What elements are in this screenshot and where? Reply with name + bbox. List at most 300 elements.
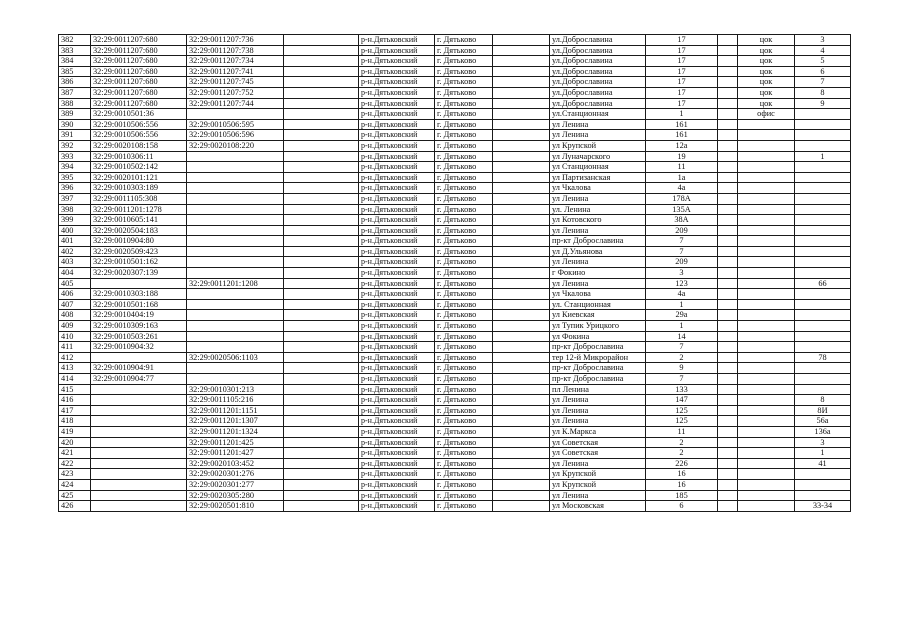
object-number-cell: 32:29:0010506:596: [187, 130, 284, 141]
row-number: 421: [59, 448, 91, 459]
town-cell: г. Дятьково: [435, 342, 493, 353]
district-cell: р-н.Дятьковский: [359, 321, 435, 332]
blank-cell: [284, 246, 359, 257]
object-number-cell: [187, 331, 284, 342]
object-number-cell: 32:29:0011201:425: [187, 437, 284, 448]
premises-number-cell: [795, 321, 851, 332]
street-cell: ул Чкалова: [550, 183, 646, 194]
house-number-cell: 135А: [646, 204, 718, 215]
blank-cell: [493, 448, 550, 459]
house-number-cell: 17: [646, 56, 718, 67]
blank-cell: [284, 395, 359, 406]
blank-cell: [284, 77, 359, 88]
street-cell: пр-кт Доброславина: [550, 342, 646, 353]
building-type-cell: [738, 236, 795, 247]
object-number-cell: [187, 289, 284, 300]
premises-number-cell: [795, 215, 851, 226]
premises-number-cell: 9: [795, 98, 851, 109]
town-cell: г. Дятьково: [435, 183, 493, 194]
parent-parcel-cell: 32:29:0010501:162: [91, 257, 187, 268]
row-number: 388: [59, 98, 91, 109]
blank-cell: [284, 162, 359, 173]
premises-number-cell: [795, 109, 851, 120]
object-number-cell: 32:29:0020301:277: [187, 479, 284, 490]
blank-cell: [284, 35, 359, 46]
blank-cell: [718, 98, 738, 109]
blank-cell: [493, 246, 550, 257]
district-cell: р-н.Дятьковский: [359, 310, 435, 321]
premises-number-cell: [795, 130, 851, 141]
town-cell: г. Дятьково: [435, 172, 493, 183]
blank-cell: [493, 98, 550, 109]
object-number-cell: 32:29:0011105:216: [187, 395, 284, 406]
object-number-cell: [187, 374, 284, 385]
building-type-cell: [738, 172, 795, 183]
blank-cell: [718, 257, 738, 268]
building-type-cell: цок: [738, 35, 795, 46]
building-type-cell: [738, 193, 795, 204]
blank-cell: [493, 479, 550, 490]
town-cell: г. Дятьково: [435, 130, 493, 141]
town-cell: г. Дятьково: [435, 405, 493, 416]
district-cell: р-н.Дятьковский: [359, 66, 435, 77]
building-type-cell: [738, 215, 795, 226]
blank-cell: [284, 66, 359, 77]
street-cell: ул Ленина: [550, 458, 646, 469]
street-cell: ул Советская: [550, 448, 646, 459]
parent-parcel-cell: 32:29:0011105:308: [91, 193, 187, 204]
parent-parcel-cell: [91, 278, 187, 289]
street-cell: ул Ленина: [550, 405, 646, 416]
object-number-cell: 32:29:0011207:736: [187, 35, 284, 46]
parent-parcel-cell: 32:29:0020509:423: [91, 246, 187, 257]
town-cell: г. Дятьково: [435, 87, 493, 98]
object-number-cell: 32:29:0011201:1151: [187, 405, 284, 416]
row-number: 389: [59, 109, 91, 120]
parent-parcel-cell: [91, 479, 187, 490]
district-cell: р-н.Дятьковский: [359, 384, 435, 395]
row-number: 420: [59, 437, 91, 448]
blank-cell: [718, 363, 738, 374]
table-row: [59, 172, 851, 183]
town-cell: г. Дятьково: [435, 479, 493, 490]
table-row: [59, 45, 851, 56]
street-cell: ул. Станционная: [550, 299, 646, 310]
row-number: 406: [59, 289, 91, 300]
table-row: [59, 321, 851, 332]
district-cell: р-н.Дятьковский: [359, 87, 435, 98]
row-number: 402: [59, 246, 91, 257]
object-number-cell: [187, 151, 284, 162]
district-cell: р-н.Дятьковский: [359, 437, 435, 448]
row-number: 391: [59, 130, 91, 141]
row-number: 392: [59, 140, 91, 151]
house-number-cell: 16: [646, 469, 718, 480]
building-type-cell: [738, 162, 795, 173]
blank-cell: [284, 109, 359, 120]
blank-cell: [718, 395, 738, 406]
house-number-cell: 17: [646, 98, 718, 109]
building-type-cell: [738, 119, 795, 130]
town-cell: г. Дятьково: [435, 384, 493, 395]
street-cell: ул Ленина: [550, 119, 646, 130]
street-cell: ул.Доброславина: [550, 98, 646, 109]
building-type-cell: [738, 278, 795, 289]
blank-cell: [284, 342, 359, 353]
premises-number-cell: 8: [795, 395, 851, 406]
table-row: [59, 204, 851, 215]
blank-cell: [284, 236, 359, 247]
blank-cell: [493, 374, 550, 385]
table-row: [59, 87, 851, 98]
building-type-cell: цок: [738, 45, 795, 56]
district-cell: р-н.Дятьковский: [359, 342, 435, 353]
district-cell: р-н.Дятьковский: [359, 458, 435, 469]
district-cell: р-н.Дятьковский: [359, 183, 435, 194]
object-number-cell: [187, 321, 284, 332]
row-number: 382: [59, 35, 91, 46]
house-number-cell: 133: [646, 384, 718, 395]
street-cell: ул Советская: [550, 437, 646, 448]
premises-number-cell: [795, 384, 851, 395]
blank-cell: [718, 405, 738, 416]
blank-cell: [284, 278, 359, 289]
building-type-cell: [738, 352, 795, 363]
street-cell: ул Крупской: [550, 469, 646, 480]
building-type-cell: [738, 416, 795, 427]
blank-cell: [493, 236, 550, 247]
town-cell: г. Дятьково: [435, 204, 493, 215]
table-row: [59, 352, 851, 363]
parent-parcel-cell: 32:29:0010502:142: [91, 162, 187, 173]
object-number-cell: 32:29:0011201:1307: [187, 416, 284, 427]
table-row: [59, 479, 851, 490]
blank-cell: [493, 331, 550, 342]
table-row: [59, 448, 851, 459]
parent-parcel-cell: 32:29:0010605:141: [91, 215, 187, 226]
row-number: 410: [59, 331, 91, 342]
table-row: [59, 299, 851, 310]
street-cell: ул Ленина: [550, 490, 646, 501]
blank-cell: [284, 321, 359, 332]
building-type-cell: [738, 268, 795, 279]
table-row: [59, 374, 851, 385]
table-row: [59, 426, 851, 437]
building-type-cell: цок: [738, 77, 795, 88]
house-number-cell: 161: [646, 119, 718, 130]
object-number-cell: [187, 257, 284, 268]
town-cell: г. Дятьково: [435, 193, 493, 204]
street-cell: ул Московская: [550, 501, 646, 512]
table-row: [59, 437, 851, 448]
town-cell: г. Дятьково: [435, 469, 493, 480]
town-cell: г. Дятьково: [435, 98, 493, 109]
premises-number-cell: [795, 172, 851, 183]
blank-cell: [493, 363, 550, 374]
row-number: 386: [59, 77, 91, 88]
district-cell: р-н.Дятьковский: [359, 469, 435, 480]
blank-cell: [493, 56, 550, 67]
blank-cell: [493, 87, 550, 98]
parent-parcel-cell: [91, 384, 187, 395]
parent-parcel-cell: [91, 395, 187, 406]
house-number-cell: 17: [646, 45, 718, 56]
blank-cell: [284, 215, 359, 226]
premises-number-cell: 3: [795, 437, 851, 448]
table-row: [59, 384, 851, 395]
blank-cell: [493, 437, 550, 448]
building-type-cell: [738, 458, 795, 469]
object-number-cell: [187, 246, 284, 257]
building-type-cell: [738, 384, 795, 395]
table-row: [59, 289, 851, 300]
premises-number-cell: [795, 310, 851, 321]
blank-cell: [284, 140, 359, 151]
district-cell: р-н.Дятьковский: [359, 204, 435, 215]
parent-parcel-cell: 32:29:0010506:556: [91, 130, 187, 141]
blank-cell: [284, 257, 359, 268]
blank-cell: [493, 384, 550, 395]
blank-cell: [718, 225, 738, 236]
house-number-cell: 2: [646, 448, 718, 459]
town-cell: г. Дятьково: [435, 490, 493, 501]
town-cell: г. Дятьково: [435, 151, 493, 162]
row-number: 393: [59, 151, 91, 162]
house-number-cell: 29а: [646, 310, 718, 321]
table-row: [59, 56, 851, 67]
row-number: 403: [59, 257, 91, 268]
blank-cell: [718, 172, 738, 183]
blank-cell: [284, 225, 359, 236]
parent-parcel-cell: 32:29:0011201:1278: [91, 204, 187, 215]
building-type-cell: цок: [738, 66, 795, 77]
object-number-cell: [187, 299, 284, 310]
parent-parcel-cell: 32:29:0011207:680: [91, 87, 187, 98]
blank-cell: [284, 87, 359, 98]
district-cell: р-н.Дятьковский: [359, 299, 435, 310]
street-cell: ул Д.Ульянова: [550, 246, 646, 257]
blank-cell: [718, 109, 738, 120]
row-number: 407: [59, 299, 91, 310]
premises-number-cell: [795, 162, 851, 173]
town-cell: г. Дятьково: [435, 162, 493, 173]
blank-cell: [493, 162, 550, 173]
object-number-cell: 32:29:0011207:745: [187, 77, 284, 88]
parent-parcel-cell: 32:29:0011207:680: [91, 98, 187, 109]
blank-cell: [718, 374, 738, 385]
street-cell: ул.Доброславина: [550, 45, 646, 56]
blank-cell: [718, 236, 738, 247]
object-number-cell: 32:29:0011201:1324: [187, 426, 284, 437]
house-number-cell: 226: [646, 458, 718, 469]
row-number: 408: [59, 310, 91, 321]
parent-parcel-cell: 32:29:0020108:158: [91, 140, 187, 151]
row-number: 395: [59, 172, 91, 183]
town-cell: г. Дятьково: [435, 278, 493, 289]
table-row: [59, 342, 851, 353]
row-number: 422: [59, 458, 91, 469]
table-row: [59, 405, 851, 416]
district-cell: р-н.Дятьковский: [359, 130, 435, 141]
blank-cell: [284, 490, 359, 501]
blank-cell: [718, 310, 738, 321]
parent-parcel-cell: 32:29:0010904:91: [91, 363, 187, 374]
building-type-cell: цок: [738, 56, 795, 67]
building-type-cell: [738, 437, 795, 448]
blank-cell: [493, 257, 550, 268]
parent-parcel-cell: [91, 490, 187, 501]
street-cell: ул Ленина: [550, 193, 646, 204]
building-type-cell: [738, 395, 795, 406]
object-number-cell: [187, 172, 284, 183]
premises-number-cell: [795, 479, 851, 490]
street-cell: ул.Доброславина: [550, 66, 646, 77]
row-number: 415: [59, 384, 91, 395]
district-cell: р-н.Дятьковский: [359, 352, 435, 363]
blank-cell: [493, 130, 550, 141]
building-type-cell: [738, 469, 795, 480]
blank-cell: [284, 289, 359, 300]
object-number-cell: [187, 215, 284, 226]
blank-cell: [718, 501, 738, 512]
object-number-cell: 32:29:0020305:280: [187, 490, 284, 501]
house-number-cell: 17: [646, 35, 718, 46]
row-number: 411: [59, 342, 91, 353]
town-cell: г. Дятьково: [435, 426, 493, 437]
table-body: [59, 35, 851, 512]
table-row: [59, 469, 851, 480]
blank-cell: [493, 395, 550, 406]
building-type-cell: цок: [738, 87, 795, 98]
building-type-cell: [738, 448, 795, 459]
premises-number-cell: [795, 246, 851, 257]
building-type-cell: [738, 289, 795, 300]
blank-cell: [718, 490, 738, 501]
row-number: 384: [59, 56, 91, 67]
blank-cell: [284, 193, 359, 204]
blank-cell: [718, 130, 738, 141]
table-row: [59, 257, 851, 268]
row-number: 387: [59, 87, 91, 98]
row-number: 390: [59, 119, 91, 130]
blank-cell: [493, 458, 550, 469]
blank-cell: [493, 151, 550, 162]
building-type-cell: [738, 321, 795, 332]
district-cell: р-н.Дятьковский: [359, 501, 435, 512]
house-number-cell: 147: [646, 395, 718, 406]
row-number: 418: [59, 416, 91, 427]
table-row: [59, 162, 851, 173]
house-number-cell: 1: [646, 321, 718, 332]
premises-number-cell: 136а: [795, 426, 851, 437]
row-number: 405: [59, 278, 91, 289]
district-cell: р-н.Дятьковский: [359, 193, 435, 204]
table-row: [59, 278, 851, 289]
house-number-cell: 6: [646, 501, 718, 512]
table-row: [59, 490, 851, 501]
parent-parcel-cell: [91, 405, 187, 416]
blank-cell: [718, 162, 738, 173]
blank-cell: [718, 448, 738, 459]
table-row: [59, 331, 851, 342]
premises-number-cell: 1: [795, 151, 851, 162]
premises-number-cell: [795, 469, 851, 480]
building-type-cell: [738, 374, 795, 385]
house-number-cell: 2: [646, 437, 718, 448]
building-type-cell: [738, 204, 795, 215]
blank-cell: [718, 215, 738, 226]
building-type-cell: [738, 140, 795, 151]
building-type-cell: [738, 331, 795, 342]
street-cell: тер 12-й Микрорайон: [550, 352, 646, 363]
building-type-cell: [738, 299, 795, 310]
premises-number-cell: [795, 299, 851, 310]
district-cell: р-н.Дятьковский: [359, 268, 435, 279]
street-cell: ул Ленина: [550, 225, 646, 236]
blank-cell: [284, 458, 359, 469]
blank-cell: [284, 172, 359, 183]
object-number-cell: [187, 236, 284, 247]
street-cell: ул Котовского: [550, 215, 646, 226]
district-cell: р-н.Дятьковский: [359, 405, 435, 416]
object-number-cell: 32:29:0011207:734: [187, 56, 284, 67]
table-row: [59, 236, 851, 247]
town-cell: г. Дятьково: [435, 56, 493, 67]
building-type-cell: [738, 246, 795, 257]
blank-cell: [493, 416, 550, 427]
town-cell: г. Дятьково: [435, 236, 493, 247]
blank-cell: [718, 299, 738, 310]
building-type-cell: [738, 130, 795, 141]
house-number-cell: 17: [646, 77, 718, 88]
premises-number-cell: 3: [795, 35, 851, 46]
blank-cell: [284, 119, 359, 130]
district-cell: р-н.Дятьковский: [359, 151, 435, 162]
district-cell: р-н.Дятьковский: [359, 331, 435, 342]
district-cell: р-н.Дятьковский: [359, 98, 435, 109]
row-number: 419: [59, 426, 91, 437]
parent-parcel-cell: [91, 469, 187, 480]
town-cell: г. Дятьково: [435, 225, 493, 236]
parent-parcel-cell: 32:29:0011207:680: [91, 35, 187, 46]
house-number-cell: 209: [646, 257, 718, 268]
house-number-cell: 14: [646, 331, 718, 342]
blank-cell: [493, 193, 550, 204]
building-type-cell: цок: [738, 98, 795, 109]
blank-cell: [493, 299, 550, 310]
town-cell: г. Дятьково: [435, 45, 493, 56]
blank-cell: [284, 469, 359, 480]
street-cell: ул Ленина: [550, 130, 646, 141]
premises-number-cell: [795, 257, 851, 268]
row-number: 396: [59, 183, 91, 194]
blank-cell: [493, 66, 550, 77]
parent-parcel-cell: 32:29:0010501:168: [91, 299, 187, 310]
town-cell: г. Дятьково: [435, 119, 493, 130]
district-cell: р-н.Дятьковский: [359, 363, 435, 374]
blank-cell: [493, 225, 550, 236]
object-number-cell: [187, 310, 284, 321]
row-number: 414: [59, 374, 91, 385]
district-cell: р-н.Дятьковский: [359, 45, 435, 56]
town-cell: г. Дятьково: [435, 310, 493, 321]
district-cell: р-н.Дятьковский: [359, 109, 435, 120]
table-row: [59, 193, 851, 204]
premises-number-cell: [795, 363, 851, 374]
blank-cell: [284, 416, 359, 427]
street-cell: ул Ленина: [550, 278, 646, 289]
building-type-cell: [738, 363, 795, 374]
